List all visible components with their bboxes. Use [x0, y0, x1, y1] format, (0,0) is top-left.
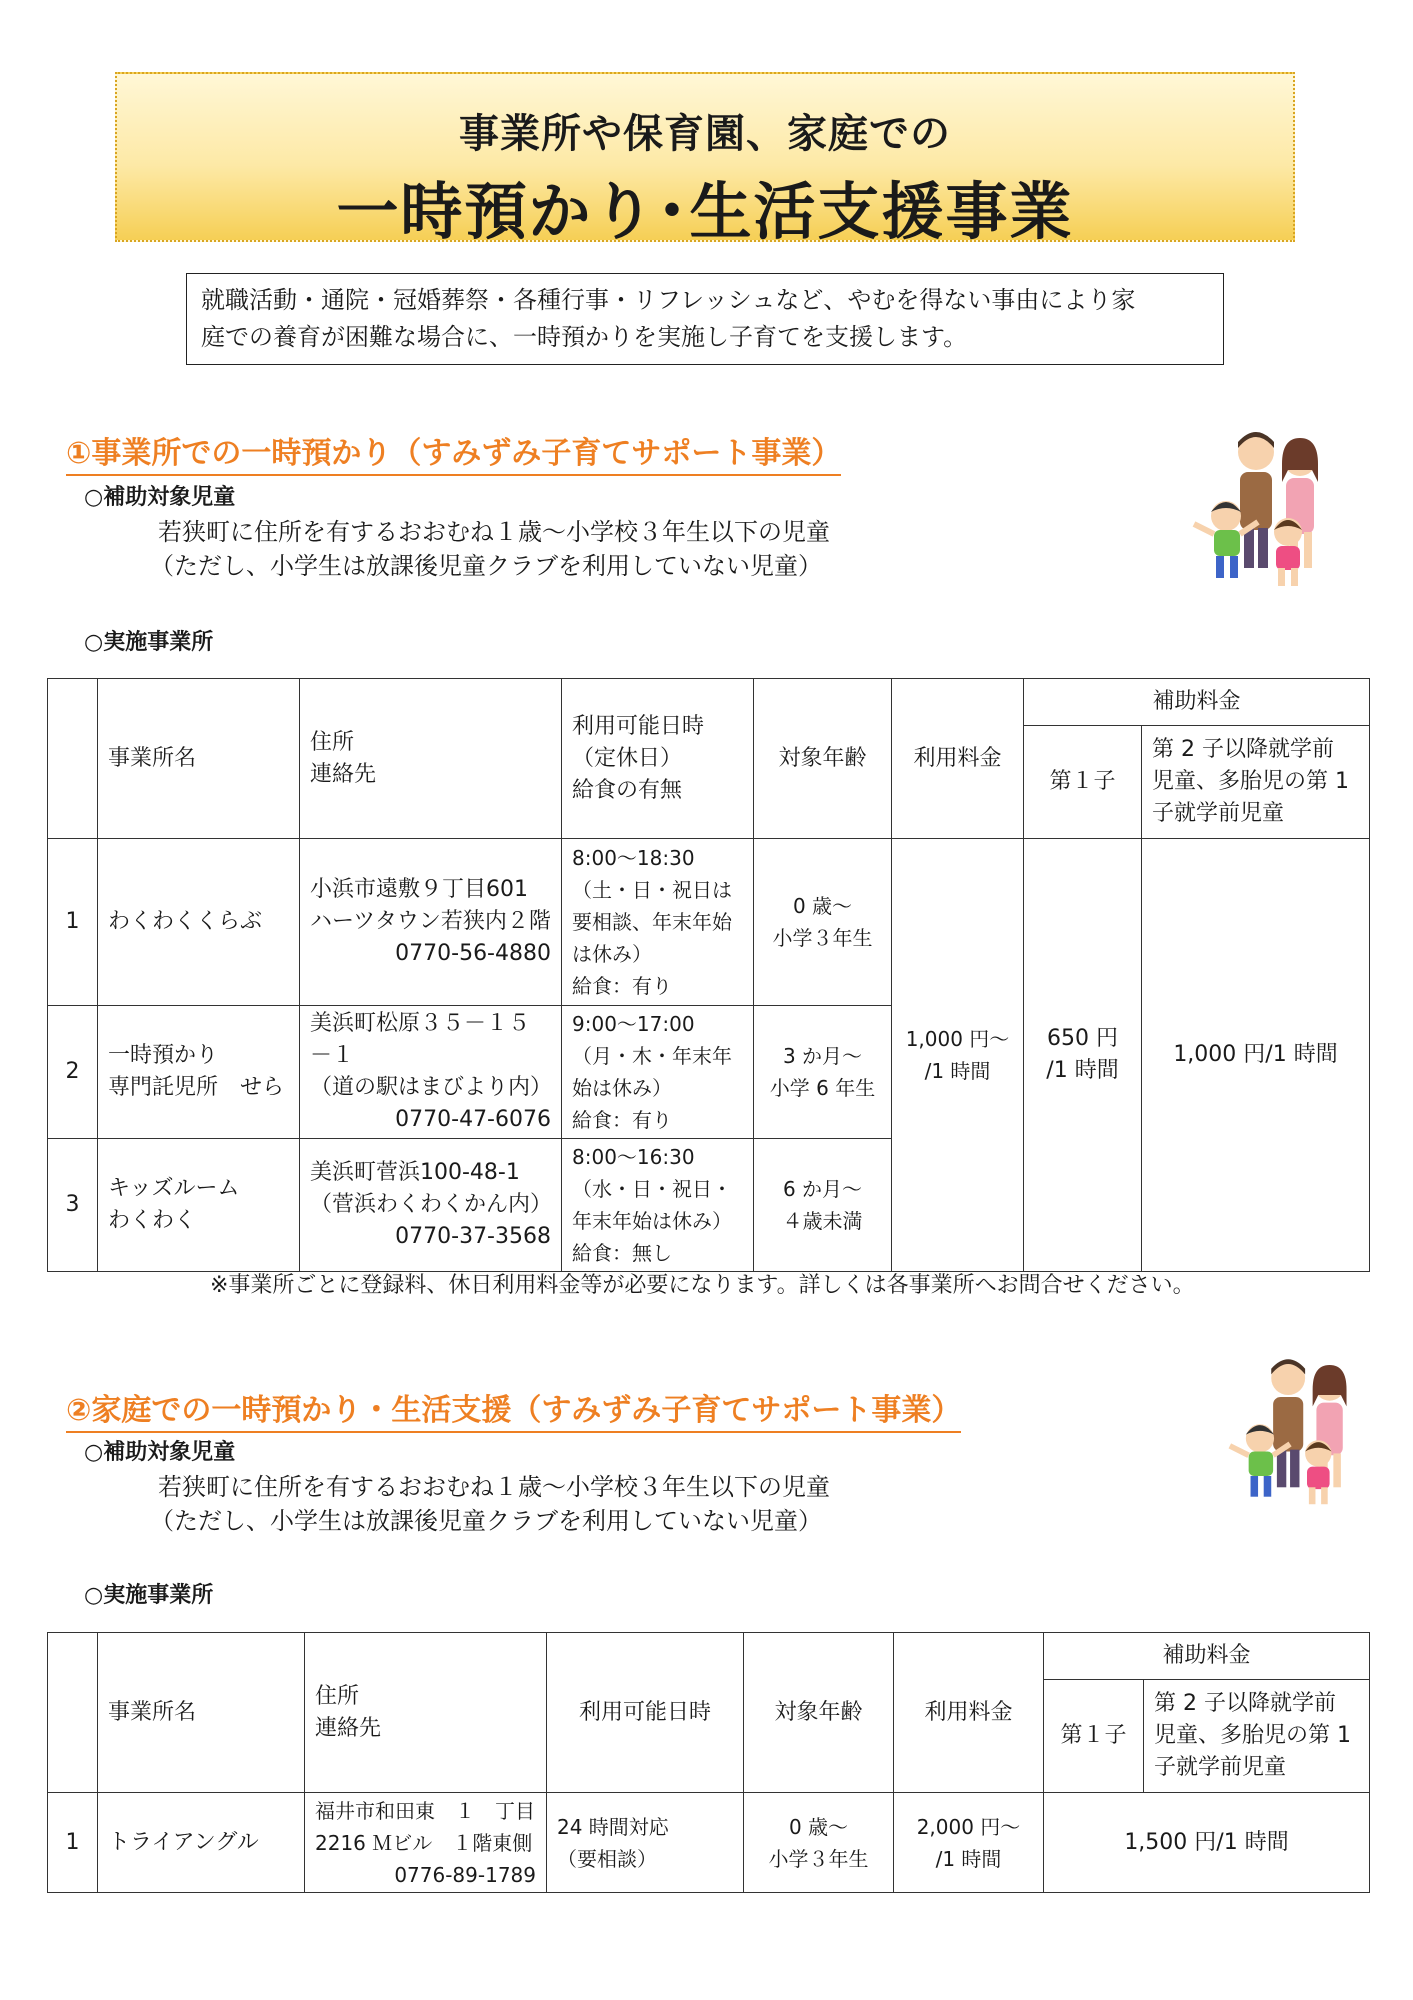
- facility-name-1: キッズルーム: [108, 1176, 240, 1201]
- section-1-target-line-2: （ただし、小学生は放課後児童クラブを利用していない児童）: [150, 552, 822, 580]
- meal-info: 給食：無し: [572, 1241, 672, 1265]
- age-line-1: 6 か月～: [782, 1177, 863, 1201]
- address-line-2: （道の駅はまびより内）: [310, 1075, 553, 1100]
- age-line-2: 小学３年生: [772, 926, 873, 950]
- fee-cell: [894, 1793, 1044, 1893]
- table-header-row: [48, 679, 1370, 726]
- facility-name-1: わくわくくらぶ: [108, 909, 263, 934]
- row-number: 1: [48, 839, 98, 1006]
- address-line-1: 美浜町松原３５－１５－１: [310, 1011, 531, 1068]
- facility-age: [754, 839, 892, 1006]
- header-fee: 利用料金: [892, 679, 1024, 839]
- fee-line-2: /1 時間: [924, 1059, 991, 1083]
- address-line-2: 2216 Ｍビル １階東側: [315, 1830, 533, 1855]
- facility-name: [98, 1006, 300, 1139]
- row-number: 1: [48, 1793, 98, 1893]
- first-child-fee-cell: [1024, 839, 1142, 1272]
- age-line-2: 小学３年生: [768, 1846, 869, 1871]
- family-illustration-icon: [1222, 1348, 1392, 1508]
- header-hours: 利用可能日時: [547, 1633, 744, 1793]
- address-line-2: ハーツタウン若狭内２階: [310, 909, 551, 934]
- facility-age: [754, 1139, 892, 1272]
- title-banner: [115, 72, 1295, 248]
- facility-hours: [547, 1793, 744, 1893]
- header-second-3: 子就学前児童: [1152, 801, 1285, 826]
- address-line-1: 小浜市遠敷９丁目601: [310, 877, 528, 902]
- header-hours-2: （定休日）: [572, 745, 683, 771]
- header-second-3: 子就学前児童: [1154, 1755, 1287, 1780]
- facility-address: [300, 839, 562, 1006]
- intro-line-2: 庭での養育が困難な場合に、一時預かりを実施し子育てを支援します。: [201, 323, 968, 351]
- hours-line-1: 8:00～16:30: [572, 1145, 695, 1169]
- header-hours: [562, 679, 754, 839]
- facility-name: トライアングル: [98, 1793, 305, 1893]
- subsidy-fee-cell: 1,500 円/1 時間: [1044, 1793, 1370, 1893]
- hours-line-3: 要相談、年末年始: [572, 910, 732, 934]
- facility-address: [300, 1006, 562, 1139]
- meal-info: 給食：有り: [572, 1108, 672, 1132]
- header-address-1: 住所: [310, 729, 355, 755]
- header-second-2: 児童、多胎児の第 1: [1154, 1723, 1351, 1748]
- facility-address: [305, 1793, 547, 1893]
- facility-address: [300, 1139, 562, 1272]
- phone-number: 0770-37-3568: [395, 1224, 551, 1249]
- header-name: 事業所名: [98, 1633, 305, 1793]
- fee-cell: [892, 839, 1024, 1272]
- family-illustration-icon: [1188, 420, 1364, 590]
- facility-hours: [562, 839, 754, 1006]
- table-header-row: [48, 1633, 1370, 1680]
- table-row: [48, 1793, 1370, 1893]
- facility-hours: [562, 1006, 754, 1139]
- facility-name-2: わくわく: [108, 1208, 197, 1233]
- facility-name: [98, 1139, 300, 1272]
- age-line-2: 小学 6 年生: [769, 1076, 876, 1100]
- section-1-title: ①事業所での一時預かり（すみずみ子育てサポート事業）: [66, 428, 841, 476]
- phone-number: 0770-47-6076: [395, 1107, 551, 1132]
- age-line-1: 3 か月～: [782, 1044, 863, 1068]
- header-second-child: [1142, 726, 1370, 839]
- header-address-2: 連絡先: [310, 761, 377, 787]
- hours-line-2: （要相談）: [557, 1846, 657, 1871]
- header-second-child: [1144, 1680, 1370, 1793]
- header-hours-3: 給食の有無: [572, 777, 683, 803]
- row-number: 2: [48, 1006, 98, 1139]
- header-hours-1: 利用可能日時: [572, 713, 705, 739]
- header-fee: 利用料金: [894, 1633, 1044, 1793]
- intro-line-1: 就職活動・通院・冠婚葬祭・各種行事・リフレッシュなど、やむを得ない事由により家: [201, 286, 1136, 314]
- header-address-1: 住所: [315, 1683, 360, 1709]
- hours-line-3: 始は休み）: [572, 1076, 672, 1100]
- section-2-target-heading: ○補助対象児童: [84, 1440, 236, 1465]
- header-first-child: 第１子: [1044, 1680, 1144, 1793]
- age-line-2: ４歳未満: [782, 1209, 863, 1233]
- fee-line-1: 2,000 円～: [916, 1814, 1021, 1839]
- section-2-target-line-1: 若狭町に住所を有するおおむね１歳～小学校３年生以下の児童: [158, 1473, 830, 1501]
- header-address: [305, 1633, 547, 1793]
- facility-age: [744, 1793, 894, 1893]
- section-1-target-line-1: 若狭町に住所を有するおおむね１歳～小学校３年生以下の児童: [158, 518, 830, 546]
- facility-name-2: 専門託児所 せら: [108, 1075, 285, 1100]
- first-fee-line-2: /1 時間: [1046, 1058, 1119, 1083]
- table-row: [48, 839, 1370, 1006]
- header-second-1: 第 2 子以降就学前: [1154, 1691, 1336, 1716]
- section-2-facility-heading: ○実施事業所: [84, 1583, 214, 1608]
- hours-line-1: 9:00～17:00: [572, 1012, 695, 1036]
- hours-line-1: 8:00～18:30: [572, 846, 695, 870]
- intro-box: [186, 273, 1224, 365]
- header-subsidy: 補助料金: [1024, 679, 1370, 726]
- section-1-target-heading: ○補助対象児童: [84, 485, 236, 510]
- meal-info: 給食：有り: [572, 974, 672, 998]
- phone-number: 0776-89-1789: [394, 1862, 536, 1887]
- facility-age: [754, 1006, 892, 1139]
- hours-line-4: は休み）: [572, 942, 652, 966]
- fee-line-2: /1 時間: [935, 1846, 1002, 1871]
- header-subsidy: 補助料金: [1044, 1633, 1370, 1680]
- age-line-1: 0 歳～: [792, 894, 853, 918]
- section-2-facility-table: [47, 1632, 1370, 1893]
- fee-line-1: 1,000 円～: [905, 1027, 1010, 1051]
- hours-line-2: （水・日・祝日・: [572, 1177, 732, 1201]
- hours-line-1: 24 時間対応: [557, 1814, 669, 1839]
- header-address-2: 連絡先: [315, 1715, 382, 1741]
- hours-line-3: 年末年始は休み）: [572, 1209, 732, 1233]
- header-second-1: 第 2 子以降就学前: [1152, 737, 1334, 762]
- section-1-facility-heading: ○実施事業所: [84, 630, 214, 655]
- age-line-1: 0 歳～: [788, 1814, 849, 1839]
- address-line-1: 福井市和田東 １ 丁目: [315, 1798, 535, 1823]
- hours-line-2: （月・木・年末年: [572, 1044, 732, 1068]
- section-2-target-line-2: （ただし、小学生は放課後児童クラブを利用していない児童）: [150, 1507, 822, 1535]
- section-1-note: ※事業所ごとに登録料、休日利用料金等が必要になります。詳しくは各事業所へお問合せください。: [210, 1273, 1195, 1298]
- header-age: 対象年齢: [754, 679, 892, 839]
- title-line-1: 事業所や保育園、家庭での: [459, 111, 951, 157]
- header-second-2: 児童、多胎児の第 1: [1152, 769, 1349, 794]
- address-line-1: 美浜町菅浜100-48-1: [310, 1160, 520, 1185]
- row-number: 3: [48, 1139, 98, 1272]
- address-line-2: （菅浜わくわくかん内）: [310, 1192, 553, 1217]
- header-name: 事業所名: [98, 679, 300, 839]
- first-fee-line-1: 650 円: [1047, 1026, 1118, 1051]
- title-line-2: 一時預かり･生活支援事業: [336, 175, 1074, 248]
- second-child-fee-cell: 1,000 円/1 時間: [1142, 839, 1370, 1272]
- phone-number: 0770-56-4880: [395, 941, 551, 966]
- section-1-facility-table: [47, 678, 1370, 1272]
- facility-hours: [562, 1139, 754, 1272]
- section-2-title: ②家庭での一時預かり・生活支援（すみずみ子育てサポート事業）: [66, 1385, 961, 1433]
- header-first-child: 第１子: [1024, 726, 1142, 839]
- hours-line-2: （土・日・祝日は: [572, 878, 732, 902]
- facility-name-1: 一時預かり: [108, 1043, 219, 1068]
- header-address: [300, 679, 562, 839]
- facility-name: [98, 839, 300, 1006]
- header-age: 対象年齢: [744, 1633, 894, 1793]
